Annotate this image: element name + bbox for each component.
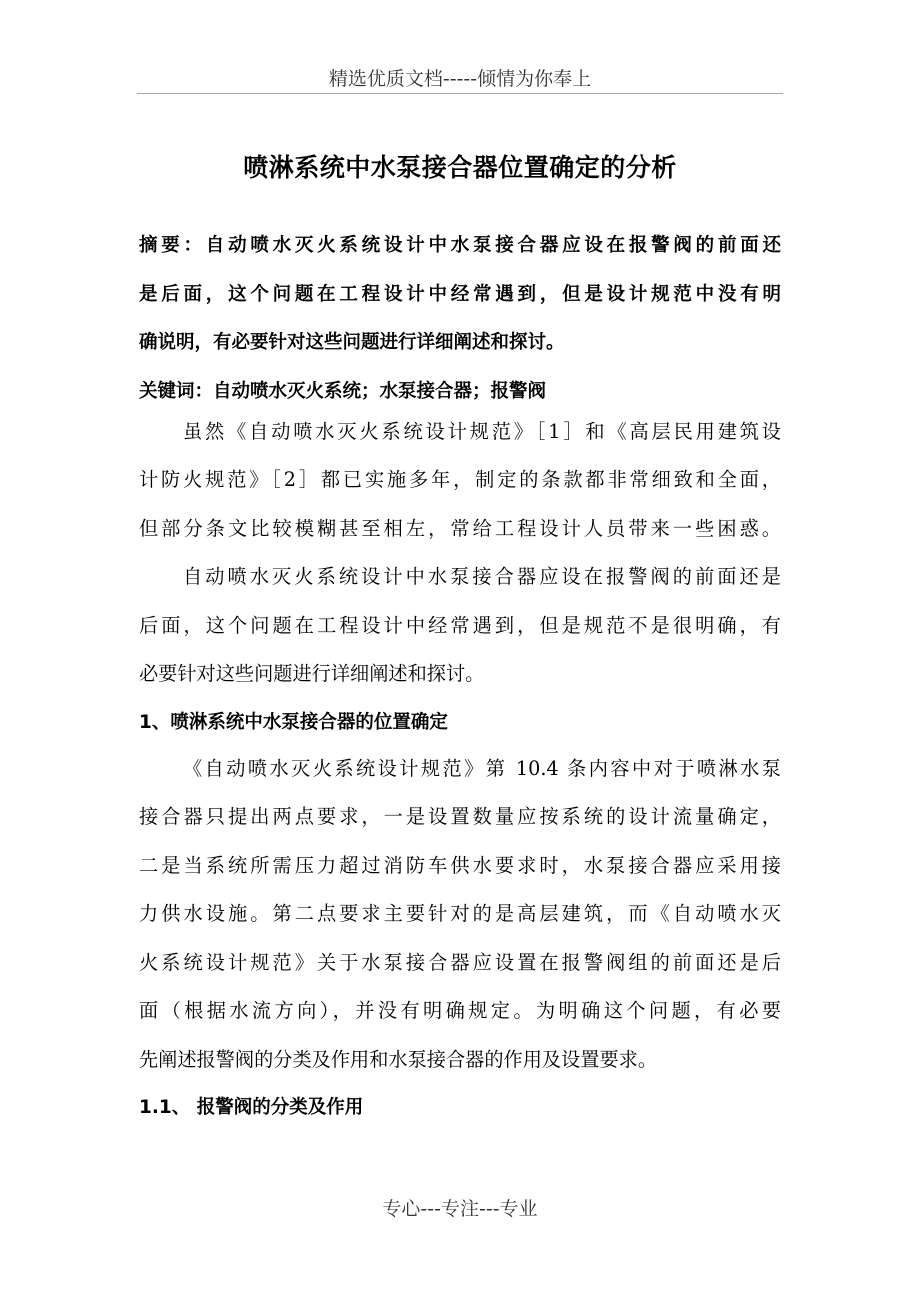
paragraph-line: 力供水设施。第二点要求主要针对的是高层建筑，而《自动喷水灭 [139,902,781,925]
paragraph-line: 接合器只提出两点要求，一是设置数量应按系统的设计流量确定， [139,805,781,828]
header-divider [137,93,783,94]
abstract-line: 确说明，有必要针对这些问题进行详细阐述和探讨。 [139,332,565,353]
paragraph-line: 虽然《自动喷水灭火系统设计规范》［1］和《高层民用建筑设 [183,419,781,443]
document-body [139,228,781,1139]
page-header: 精选优质文档-----倾情为你奉上 [328,68,592,90]
paragraph-line: 《自动喷水灭火系统设计规范》第 10.4 条内容中对于喷淋水泵 [183,756,781,780]
abstract [139,228,781,374]
abstract-line: 是后面，这个问题在工程设计中经常遇到，但是设计规范中没有明 [139,283,781,305]
paragraph-line: 必要针对这些问题进行详细阐述和探讨。 [139,662,485,685]
paragraph-line: 火系统设计规范》关于水泵接合器应设置在报警阀组的前面还是后 [139,950,781,974]
subsection-heading: 1.1、 报警阀的分类及作用 [139,1097,364,1118]
paragraph-line: 自动喷水灭火系统设计中水泵接合器应设在报警阀的前面还是 [183,565,781,588]
paragraph-line: 后面，这个问题在工程设计中经常遇到，但是规范不是很明确，有 [139,613,781,637]
section-heading: 1、喷淋系统中水泵接合器的位置确定 [139,711,448,733]
keywords: 关键词：自动喷水灭火系统；水泵接合器；报警阀 [139,380,547,402]
paragraph-line: 但部分条文比较模糊甚至相左，常给工程设计人员带来一些困惑。 [139,516,781,540]
paragraph [139,751,781,1091]
paragraph [139,414,781,560]
abstract-line: 摘要：自动喷水灭火系统设计中水泵接合器应设在报警阀的前面还 [139,235,781,256]
paragraph-line: 二是当系统所需压力超过消防车供水要求时，水泵接合器应采用接 [139,853,781,877]
paragraph-line: 先阐述报警阀的分类及作用和水泵接合器的作用及设置要求。 [139,1047,658,1071]
paragraph [139,559,781,705]
page-footer: 专心---专注---专业 [382,1198,538,1220]
paragraph-line: 面（根据水流方向），并没有明确规定。为明确这个问题，有必要 [139,999,781,1022]
paragraph-line: 计防火规范》［2］都已实施多年，制定的条款都非常细致和全面， [139,468,781,491]
document-title: 喷淋系统中水泵接合器位置确定的分析 [243,153,677,182]
